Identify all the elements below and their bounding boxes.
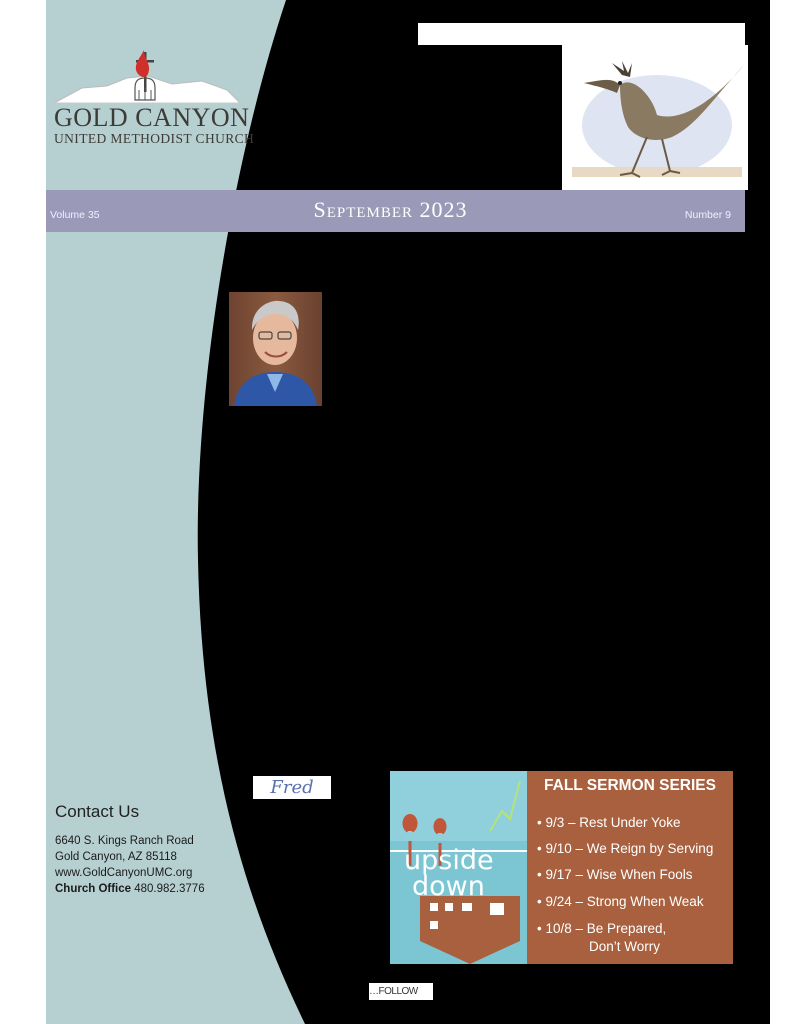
volume-label: Volume 35 bbox=[50, 209, 100, 221]
contact-website[interactable]: www.GoldCanyonUMC.org bbox=[55, 867, 193, 879]
pastor-photo bbox=[229, 292, 322, 406]
issue-month: September 2023 bbox=[313, 197, 468, 222]
roadrunner-image bbox=[562, 45, 748, 190]
sermon-item: • 10/8 – Be Prepared, bbox=[537, 921, 667, 936]
sermon-series-panel bbox=[527, 771, 733, 964]
sermon-series-title: FALL SERMON SERIES bbox=[544, 777, 716, 794]
contact-address-line1: 6640 S. Kings Ranch Road bbox=[55, 835, 194, 847]
church-subtitle: UNITED METHODIST CHURCH bbox=[54, 131, 255, 146]
upside-down-artwork bbox=[390, 771, 527, 964]
office-label: Church Office bbox=[55, 883, 132, 895]
issue-number: Number 9 bbox=[684, 209, 731, 221]
sermon-item-continuation: Don’t Worry bbox=[589, 939, 661, 954]
contact-phone-line bbox=[55, 883, 205, 895]
date-banner bbox=[46, 190, 745, 232]
art-word-down: down bbox=[412, 871, 485, 902]
sermon-item: • 9/24 – Strong When Weak bbox=[537, 894, 704, 909]
sermon-item: • 9/10 – We Reign by Serving bbox=[537, 841, 714, 856]
roadrunner-icon bbox=[562, 45, 748, 190]
follow-link[interactable]: …FOLLOW bbox=[369, 983, 433, 1000]
header-strip bbox=[418, 23, 745, 45]
contact-title: Contact Us bbox=[55, 802, 140, 821]
office-phone: 480.982.3776 bbox=[134, 883, 205, 895]
mountain-icon bbox=[54, 76, 240, 103]
sermon-item: • 9/3 – Rest Under Yoke bbox=[537, 815, 681, 830]
sermon-series-graphic bbox=[390, 771, 733, 964]
art-word-upside: upside bbox=[404, 845, 494, 876]
sermon-item: • 9/17 – Wise When Fools bbox=[537, 867, 693, 882]
pastor-signature: Fred bbox=[253, 776, 331, 799]
church-name: GOLD CANYON bbox=[54, 103, 250, 132]
contact-address-line2: Gold Canyon, AZ 85118 bbox=[55, 851, 177, 863]
